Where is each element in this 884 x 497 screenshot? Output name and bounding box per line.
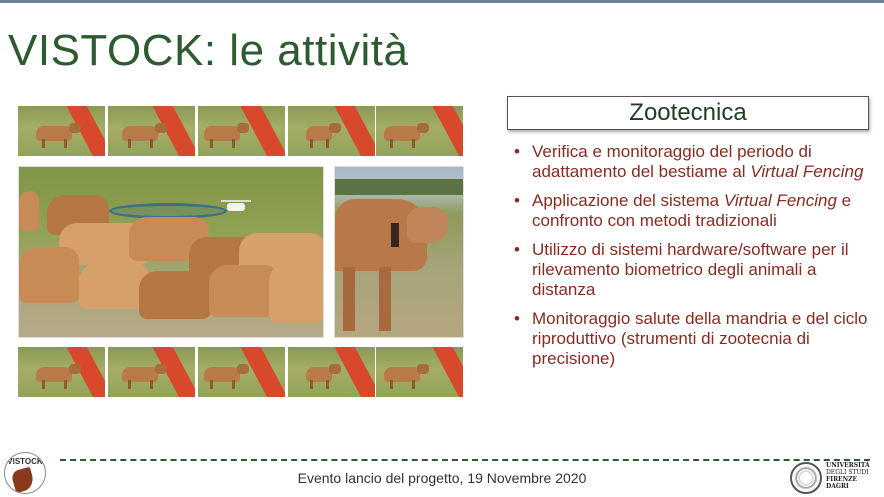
bullet-icon: • xyxy=(514,240,520,259)
bullet-text: Utilizzo di sistemi hardware/software per il rilevamento biometrico degli animali a distanza xyxy=(532,240,849,299)
footer-caption: Evento lancio del progetto, 19 Novembre 2020 xyxy=(297,470,587,486)
strip-frame xyxy=(288,347,375,397)
vistock-logo-text: VISTOCK xyxy=(7,457,43,466)
strip-frame xyxy=(108,347,195,397)
footer-divider xyxy=(60,459,870,461)
unifi-logo-text: UNIVERSITÀ DEGLI STUDI FIRENZE DAGRI xyxy=(826,462,870,490)
bullet-icon: • xyxy=(514,309,520,328)
strip-frame xyxy=(198,106,285,156)
top-accent-line xyxy=(0,0,884,3)
strip-frame xyxy=(18,106,105,156)
strip-frame xyxy=(18,347,105,397)
bullet-icon: • xyxy=(514,191,520,210)
bullet-text-tail: e confronto con metodi tradizionali xyxy=(532,191,852,230)
section-heading: Zootecnica xyxy=(629,99,747,126)
unifi-seal-icon xyxy=(790,462,822,494)
drone-icon xyxy=(227,203,245,211)
strip-frame xyxy=(198,347,285,397)
bullet-text: Monitoraggio salute della mandria e del ciclo riproduttivo (strumenti di zootecnia di precisione) xyxy=(532,309,868,368)
herd-photo xyxy=(18,166,324,338)
vistock-logo-icon xyxy=(4,452,46,494)
strip-frame xyxy=(376,106,463,156)
section-heading-box xyxy=(507,96,869,130)
bullet-item xyxy=(512,240,872,300)
bullet-emphasis: Virtual Fencing xyxy=(723,191,837,210)
bullet-text: Verifica e monitoraggio del periodo di adattamento del bestiame al xyxy=(532,142,812,181)
slide-title: VISTOCK: le attività xyxy=(8,26,409,75)
bullet-emphasis: Virtual Fencing xyxy=(750,162,864,181)
bullet-icon: • xyxy=(514,142,520,161)
strip-frame xyxy=(376,347,463,397)
bullet-item xyxy=(512,309,872,369)
bullet-text: Applicazione del sistema xyxy=(532,191,724,210)
strip-frame xyxy=(288,106,375,156)
bird-icon xyxy=(10,467,35,493)
bullet-list xyxy=(512,142,872,378)
bullet-item xyxy=(512,142,872,182)
strip-frame xyxy=(108,106,195,156)
bullet-item xyxy=(512,191,872,231)
cow-collar-photo xyxy=(334,166,464,338)
gps-collar-icon xyxy=(391,223,399,247)
